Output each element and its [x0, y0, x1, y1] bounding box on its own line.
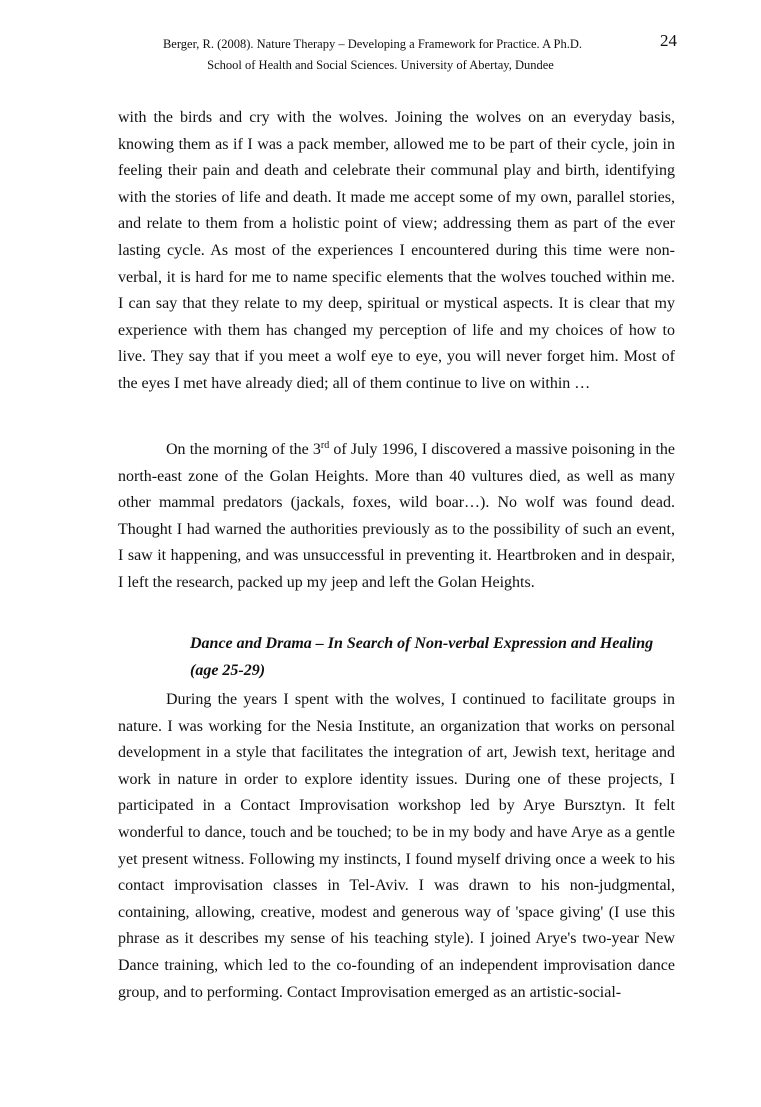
paragraph-poisoning-rest: of July 1996, I discovered a massive poisoning in the north-east zone of the Golan Heights. More than 40 vultures died, as well as many other mammal predators (jackals, foxes, wild boar…). No wolf was found dead. Thought I had warned the authorities previously as to the possibility of such an event, I saw it happening, and was unsuccessful in preventing it. Heartbroken and in despair, I left the research, packed up my jeep and left the Golan Heights.	[118, 441, 675, 591]
ordinal-superscript: rd	[320, 440, 330, 451]
paragraph-wolves: with the birds and cry with the wolves. Joining the wolves on an everyday basis, knowing them as if I was a pack member, allowed me to be part of their cycle, join in feeling their pain and death and celebrate their communal play and birth, identifying with the stories of life and death. It made me accept some of my own, parallel stories, and relate to them from a holistic point of view; addressing them as part of the ever lasting cycle. As most of the experiences I encountered during this time were non-verbal, it is hard for me to name specific elements that the wolves touched within me. I can say that they relate to my deep, spiritual or mystical aspects. It is clear that my experience with them has changed my perception of life and my choices of how to live. They say that if you meet a wolf eye to eye, you will never forget him. Most of the eyes I met have already died; all of them continue to live on within …	[118, 109, 675, 392]
header-citation-line-1: Berger, R. (2008). Nature Therapy – Developing a Framework for Practice. A Ph.D.	[162, 37, 583, 51]
section-heading-subtitle: (age 25-29)	[190, 661, 266, 679]
section-heading-title: Dance and Drama – In Search of Non-verbal Expression and Healing	[190, 635, 654, 652]
paragraph-poisoning	[118, 437, 675, 597]
running-header	[0, 34, 761, 76]
page-number: 24	[660, 31, 677, 50]
paragraph-poisoning-start: On the morning of the 3	[166, 441, 321, 458]
header-citation-line-2: School of Health and Social Sciences. University of Abertay, Dundee	[207, 58, 554, 72]
paragraph-dance: During the years I spent with the wolves, I continued to facilitate groups in nature. I was working for the Nesia Institute, an organization that works on personal development in a style that facilitates the integration of art, Jewish text, heritage and work in nature in order to explore identity issues. During one of these projects, I participated in a Contact Improvisation workshop led by Arye Bursztyn. It felt wonderful to dance, touch and be touched; to be in my body and have Arye as a gentle yet present witness. Following my instincts, I found myself driving once a week to his contact improvisation classes in Tel-Aviv. I was drawn to his non-judgmental, containing, allowing, creative, modest and generous way of 'space giving' (I use this phrase as it describes my sense of his teaching style). I joined Arye's two-year New Dance training, which led to the co-founding of an independent improvisation dance group, and to performing. Contact Improvisation emerged as an artistic-social-	[118, 691, 675, 1001]
section-heading	[190, 631, 660, 684]
